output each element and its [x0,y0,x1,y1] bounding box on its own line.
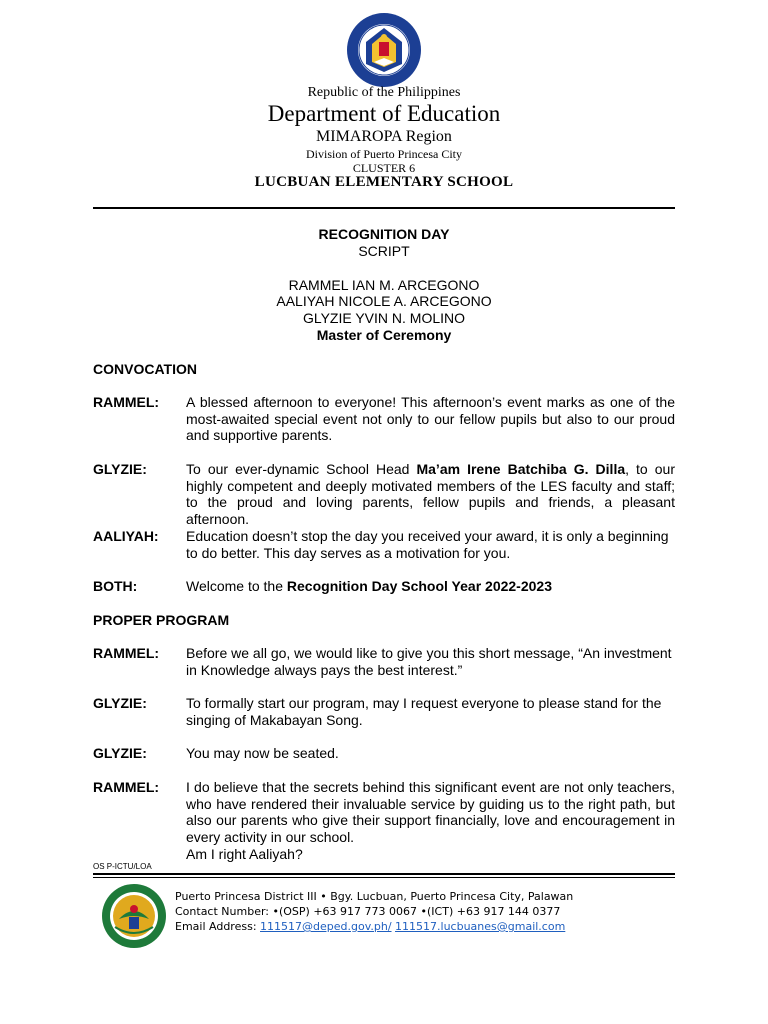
script-entry [93,578,675,595]
footer-contact-number: Contact Number: •(OSP) +63 917 773 0067 •(ICT) +63 917 144 0377 [175,905,561,918]
script-line: You may now be seated. [186,745,339,761]
script-entry [93,528,675,561]
school-logo [101,883,167,949]
header-divider [93,207,675,209]
speaker-label: GLYZIE: [93,745,147,761]
email-link-gmail[interactable]: 111517.lucbuanes@gmail.com [395,920,566,933]
footer-divider [93,877,675,878]
deped-seal-logo [346,12,422,88]
header-cluster: CLUSTER 6 [352,161,416,175]
footer-address: Puerto Princesa District III • Bgy. Lucbuan, Puerto Princesa City, Palawan [175,890,574,903]
document-title: RECOGNITION DAY [318,226,450,242]
script-entry [93,695,675,728]
script-entry [93,394,675,444]
script-entry [93,779,675,863]
host-name: AALIYAH NICOLE A. ARCEGONO [276,293,492,309]
script-entry [93,745,675,762]
script-line: Before we all go, we would like to give you this short message, “An investment in Knowledge always pays the best interest.” [186,645,672,678]
footer-email-label: Email Address: [175,920,261,933]
script-line: A blessed afternoon to everyone! This afternoon’s event marks as one of the most-awaited special event not only to our fellow pupils but also to our proud and supportive parents. [186,394,675,444]
email-link-deped[interactable]: 111517@deped.gov.ph/ [260,920,392,933]
speaker-label: GLYZIE: [93,695,147,711]
school-head-name: Ma’am Irene Batchiba G. Dilla [416,461,626,477]
script-line-part: , to our highly competent and deeply motivated members of the LES faculty and staff; to the proud and loving parents, fellow pupils and friends, a pleasant afternoon. [186,461,675,528]
document-subtitle: SCRIPT [358,243,410,259]
host-name: GLYZIE YVIN N. MOLINO [302,310,466,326]
speaker-label: GLYZIE: [93,461,147,477]
script-line: Education doesn’t stop the day you received your award, it is only a beginning to do better. This day serves as a motivation for you. [186,528,669,561]
script-line: Am I right Aaliyah? [186,845,303,862]
script-line-part: Welcome to the [186,578,287,594]
script-line [186,461,675,528]
speaker-label: BOTH: [93,578,138,594]
host-name: RAMMEL IAN M. ARCEGONO [288,277,480,293]
header-department: Department of Education [267,101,501,126]
script-entry [93,645,675,678]
script-line: To formally start our program, may I request everyone to please stand for the singing of Makabayan Song. [186,695,662,728]
script-line: I do believe that the secrets behind this significant event are not only teachers, who have rendered their invaluable service by guiding us to the right path, but also our parents who give their support financially, love and encouragement in every activity in our school. [186,779,675,846]
speaker-label: RAMMEL: [93,645,160,661]
speaker-label: AALIYAH: [93,528,159,544]
header-region: MIMAROPA Region [316,128,452,145]
header-division: Division of Puerto Princesa City [306,147,462,161]
script-line-part: To our ever-dynamic School Head [186,461,417,477]
script-entry [93,461,675,528]
footer-code: OS P-ICTU/LOA [93,862,152,871]
event-name: Recognition Day School Year 2022-2023 [286,578,552,594]
header-school-name: LUCBUAN ELEMENTARY SCHOOL [254,174,514,190]
speaker-label: RAMMEL: [93,394,160,410]
footer-email [175,920,565,933]
section-heading-proper-program: PROPER PROGRAM [93,612,230,628]
speaker-label: RAMMEL: [93,779,160,795]
footer-divider [93,873,675,875]
header-republic: Republic of the Philippines [307,85,461,100]
host-role: Master of Ceremony [316,327,452,343]
section-heading-convocation: CONVOCATION [93,361,197,377]
script-line [186,578,675,595]
